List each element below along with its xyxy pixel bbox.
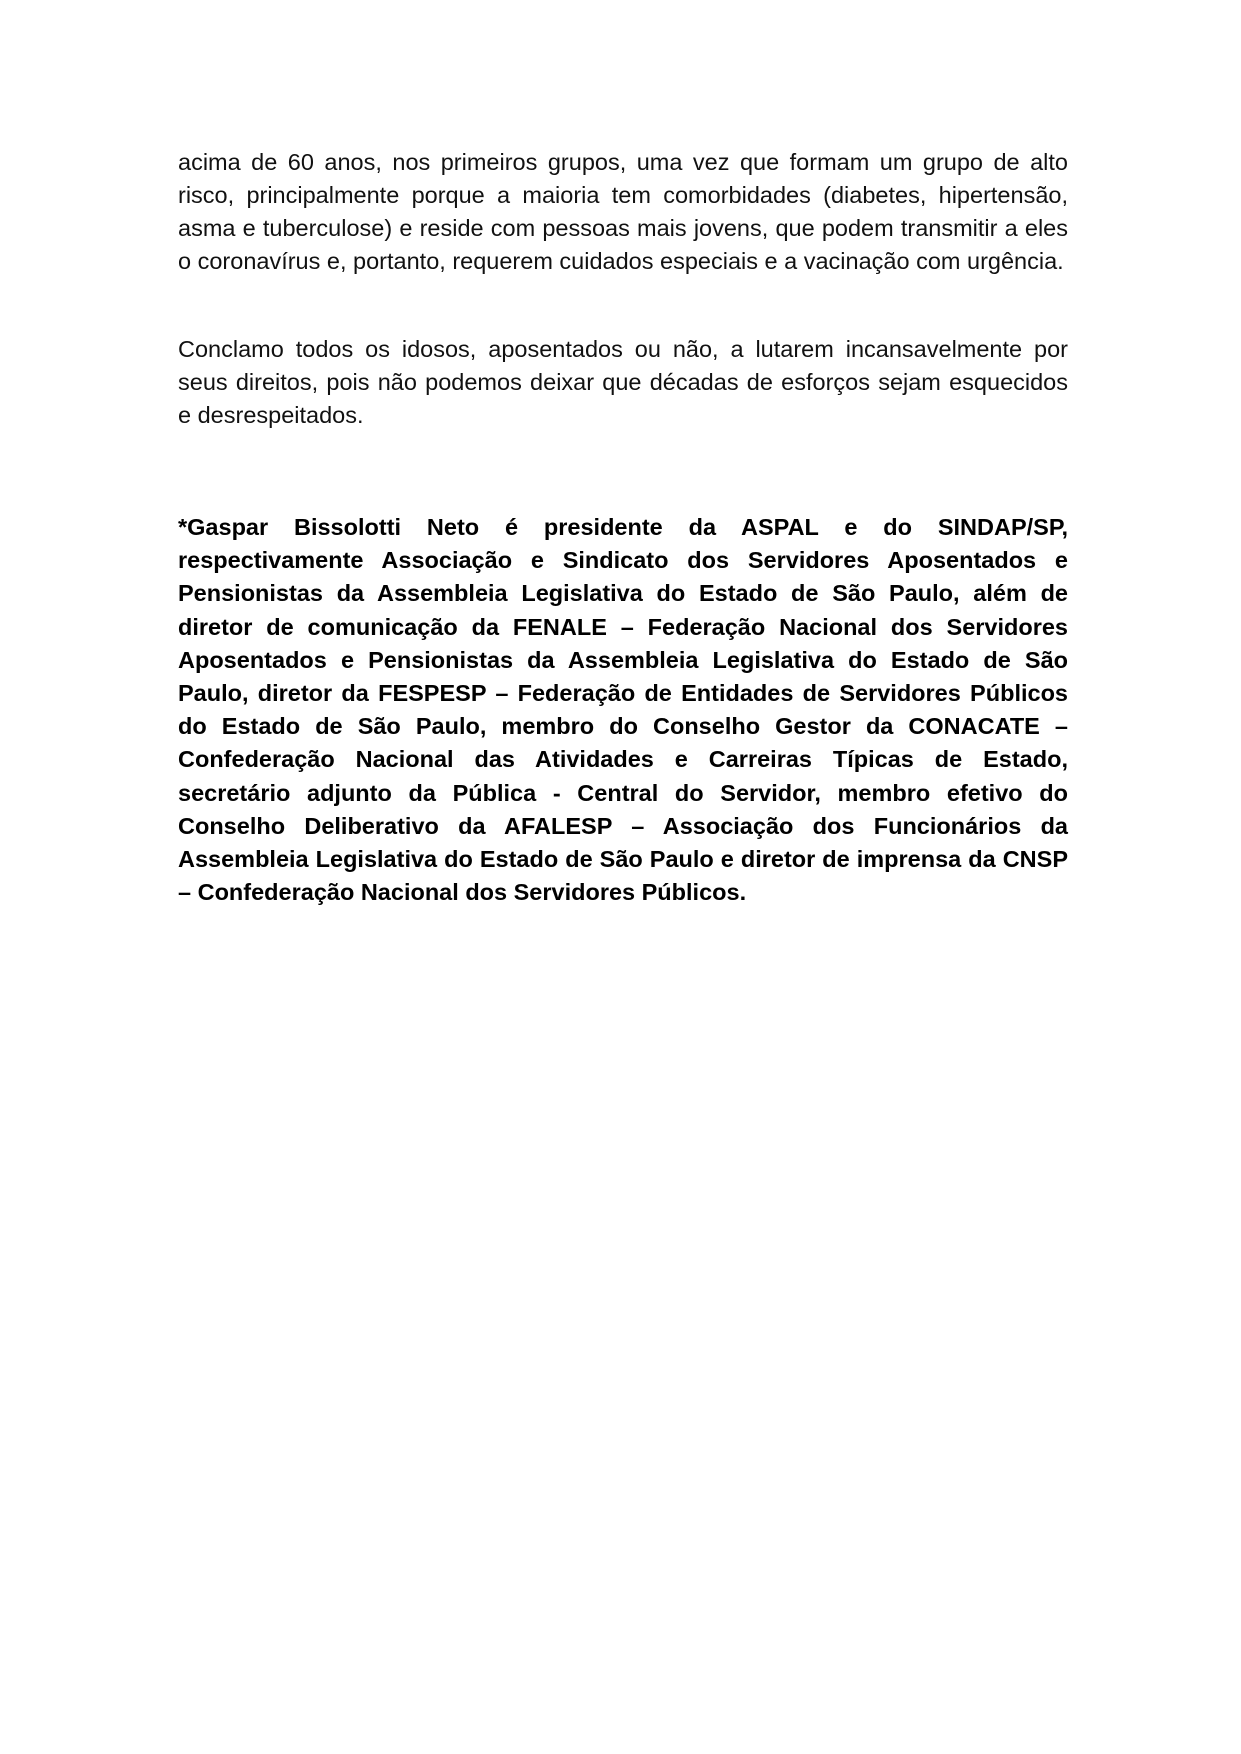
body-paragraph: Conclamo todos os idosos, aposentados ou não, a lutarem incansavelmente por seus direitos, pois não podemos deixar que décadas de esforços sejam esquecidos e desrespeitados.: [178, 336, 1068, 428]
author-bio: *Gaspar Bissolotti Neto é presidente da ASPAL e do SINDAP/SP, respectivamente Associação e Sindicato dos Servidores Aposentados e Pensionistas da Assembleia Legislativa do Estado de São Paulo, além de diretor de comunicação da FENALE – Federação Nacional dos Servidores Aposentados e Pensionistas da Assembleia Legislativa do Estado de São Paulo, diretor da FESPESP – Federação de Entidades de Servidores Públicos do Estado de São Paulo, membro do Conselho Gestor da CONACATE – Confederação Nacional das Atividades e Carreiras Típicas de Estado, secretário adjunto da Pública - Central do Servidor, membro efetivo do Conselho Deliberativo da AFALESP – Associação dos Funcionários da Assembleia Legislativa do Estado de São Paulo e diretor de imprensa da CNSP – Confederação Nacional dos Servidores Públicos.: [178, 514, 1068, 906]
body-paragraph: acima de 60 anos, nos primeiros grupos, uma vez que formam um grupo de alto risco, principalmente porque a maioria tem comorbidades (diabetes, hipertensão, asma e tuberculose) e reside com pessoas mais jovens, que podem transmitir a eles o coronavírus e, portanto, requerem cuidados especiais e a vacinação com urgência.: [178, 149, 1068, 274]
